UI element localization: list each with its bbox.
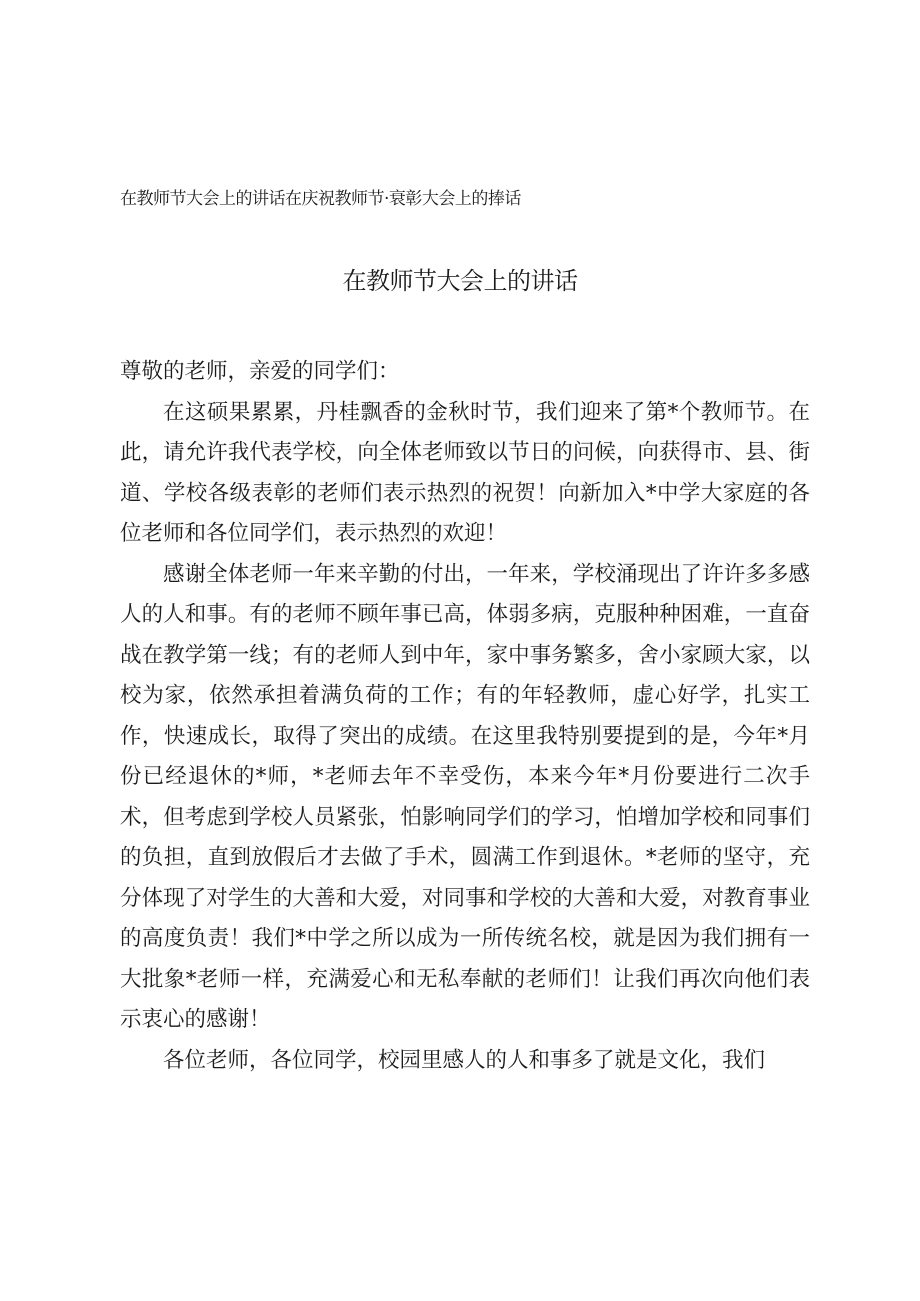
salutation: 尊敬的老师，亲爱的同学们： <box>120 359 400 384</box>
paragraph-2: 感谢全体老师一年来辛勤的付出，一年来，学校涌现出了许许多多感人的人和事。有的老师不顾年事已高，体弱多病，克服种种困难，一直奋战在教学第一线；有的老师人到中年，家中事务繁多，舍小家顾大家，以校为家，依然承担着满负荷的工作；有的年轻教师，虚心好学，扎实工作，快速成长，取得了突出的成绩。在这里我特别要提到的是，今年*月份已经退休的*师，*老师去年不幸受伤，本来今年*月份要进行二次手术，但考虑到学校人员紧张，怕影响同学们的学习，怕增加学校和同事们的负担，直到放假后才去做了手术，圆满工作到退休。*老师的坚守，充分体现了对学生的大善和大爱，对同事和学校的大善和大爱，对教育事业的高度负责！我们*中学之所以成为一所传统名校，就是因为我们拥有一大批象*老师一样，充满爱心和无私奉献的老师们！让我们再次向他们表示衷心的感谢！ <box>120 561 810 1032</box>
document-body <box>120 352 810 1081</box>
paragraph-1: 在这硕果累累，丹桂飘香的金秋时节，我们迎来了第*个教师节。在此，请允许我代表学校，向全体老师致以节日的问候，向获得市、县、街道、学校各级表彰的老师们表示热烈的祝贺！向新加入*中学大家庭的各位老师和各位同学们，表示热烈的欢迎！ <box>120 399 810 546</box>
document-title: 在教师节大会上的讲话 <box>342 267 578 295</box>
running-header: 在教师节大会上的讲话在庆祝教师节·衰彰大会上的捧话 <box>120 189 521 209</box>
paragraph-3: 各位老师，各位同学，校园里感人的人和事多了就是文化，我们 <box>163 1047 766 1073</box>
